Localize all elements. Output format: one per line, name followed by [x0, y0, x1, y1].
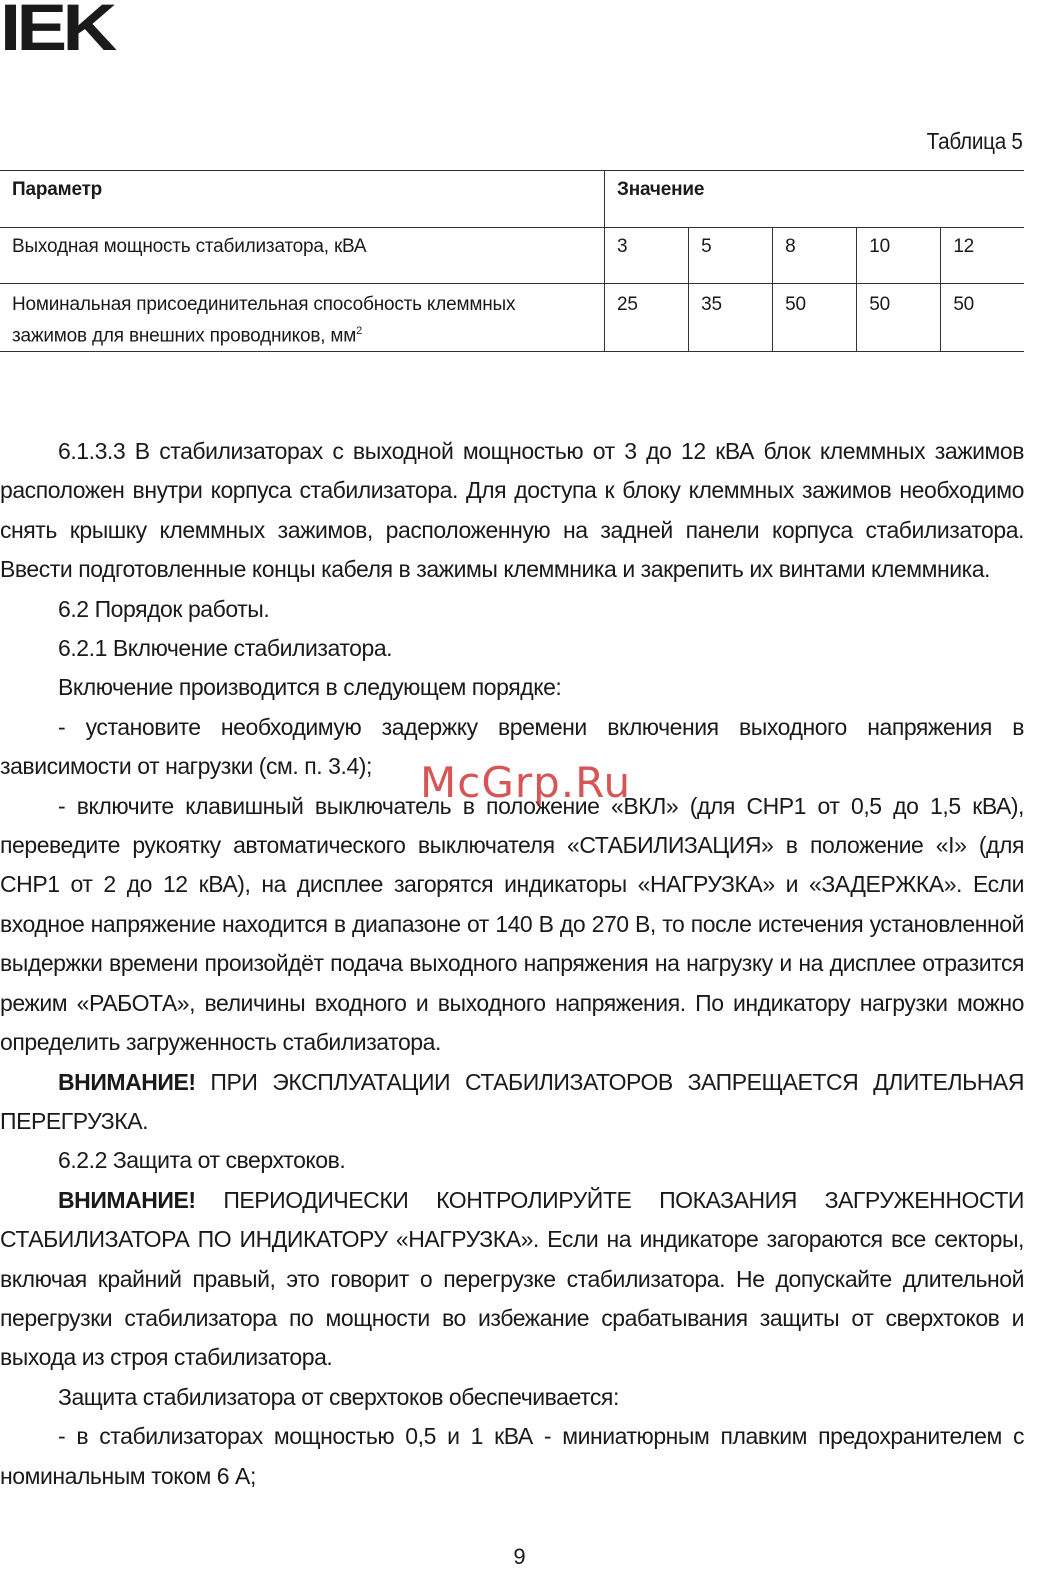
- warning-text: ПЕРИОДИЧЕСКИ КОНТРОЛИРУЙТЕ ПОКАЗАНИЯ ЗАГРУЖЕННОСТИ СТАБИЛИЗАТОРА ПО ИНДИКАТОРУ «НАГРУЗКА». Если на индикаторе загораются все секторы, включая крайний правый, это говорит о перегрузке стабилизатора. Не допускайте длительной перегрузки стабилизатора по мощности во избежание срабатывания защиты от сверхтоков и выхода из строя стабилизатора.: [0, 1186, 1024, 1371]
- value-cell: 10: [857, 228, 941, 284]
- label-line-2: зажимов для внешних проводников, мм: [12, 325, 357, 347]
- header-parameter: Параметр: [0, 171, 605, 228]
- list-item: - установите необходимую задержку времени включения выходного напряжения в зависимости от нагрузки (см. п. 3.4);: [0, 713, 1024, 780]
- parameters-table: [0, 170, 1024, 352]
- value-cell: 8: [773, 228, 857, 284]
- heading-6-2-1: 6.2.1 Включение стабилизатора.: [58, 635, 393, 662]
- value-cell: 50: [773, 284, 857, 352]
- value-cell: 5: [689, 228, 773, 284]
- iek-logo: [0, 0, 113, 64]
- heading-6-2: 6.2 Порядок работы.: [58, 595, 270, 622]
- warning-label: ВНИМАНИЕ!: [58, 1186, 196, 1213]
- header-value: Значение: [605, 171, 1025, 228]
- paragraph-protection-intro: Защита стабилизатора от сверхтоков обеспечивается:: [58, 1383, 619, 1410]
- warning-text: ПРИ ЭКСПЛУАТАЦИИ СТАБИЛИЗАТОРОВ ЗАПРЕЩАЕТСЯ ДЛИТЕЛЬНАЯ ПЕРЕГРУЗКА.: [0, 1068, 1024, 1134]
- heading-6-2-2: 6.2.2 Защита от сверхтоков.: [58, 1147, 346, 1174]
- value-cell: 25: [605, 284, 689, 352]
- page-number: 9: [513, 1544, 526, 1569]
- paragraph-order: Включение производится в следующем порядке:: [58, 674, 562, 701]
- table-caption: Таблица 5: [926, 128, 1023, 154]
- watermark: McGrp.Ru: [420, 758, 632, 807]
- superscript: 2: [356, 325, 363, 337]
- warning-overload: [0, 1063, 1024, 1142]
- value-cell: 50: [857, 284, 941, 352]
- value-cell: 50: [941, 284, 1024, 352]
- logo-text: IEK: [0, 0, 113, 64]
- body-text: [0, 432, 1024, 1496]
- label-line-1: Номинальная присоединительная способность клеммных: [12, 294, 516, 315]
- table-row: [0, 228, 1024, 284]
- table-header-row: [0, 171, 1024, 228]
- value-cell: 12: [941, 228, 1024, 284]
- list-item: - включите клавишный выключатель в положение «ВКЛ» (для СНР1 от 0,5 до 1,5 кВА), переведите рукоятку автоматического выключателя «СТАБИЛИЗАЦИЯ» в положение «I» (для СНР1 от 2 до 12 кВА), на дисплее загорятся индикаторы «НАГРУЗКА» и «ЗАДЕРЖКА». Если входное напряжение находится в диапазоне от 140 В до 270 В, то после истечения установленной выдержки времени произойдёт подача выходного напряжения на нагрузку и на дисплее отразится режим «РАБОТА», величины входного и выходного напряжения. По индикатору нагрузки можно определить загруженность стабилизатора.: [0, 792, 1024, 1056]
- value-cell: 3: [605, 228, 689, 284]
- value-cell: 35: [689, 284, 773, 352]
- warning-load-indicator: [0, 1181, 1024, 1378]
- row-label-output-power: Выходная мощность стабилизатора, кВА: [0, 228, 605, 284]
- warning-label: ВНИМАНИЕ!: [58, 1068, 196, 1095]
- row-label-terminal-capacity: [0, 284, 605, 352]
- table-row: [0, 284, 1024, 352]
- paragraph-6-1-3-3: 6.1.3.3 В стабилизаторах с выходной мощностью от 3 до 12 кВА блок клеммных зажимов расположен внутри корпуса стабилизатора. Для доступа к блоку клеммных зажимов необходимо снять крышку клеммных зажимов, расположенную на задней панели корпуса стабилизатора. Ввести подготовленные концы кабеля в зажимы клеммника и закрепить их винтами клеммника.: [0, 438, 1024, 583]
- list-item: - в стабилизаторах мощностью 0,5 и 1 кВА - миниатюрным плавким предохранителем с номинальным током 6 А;: [0, 1423, 1024, 1489]
